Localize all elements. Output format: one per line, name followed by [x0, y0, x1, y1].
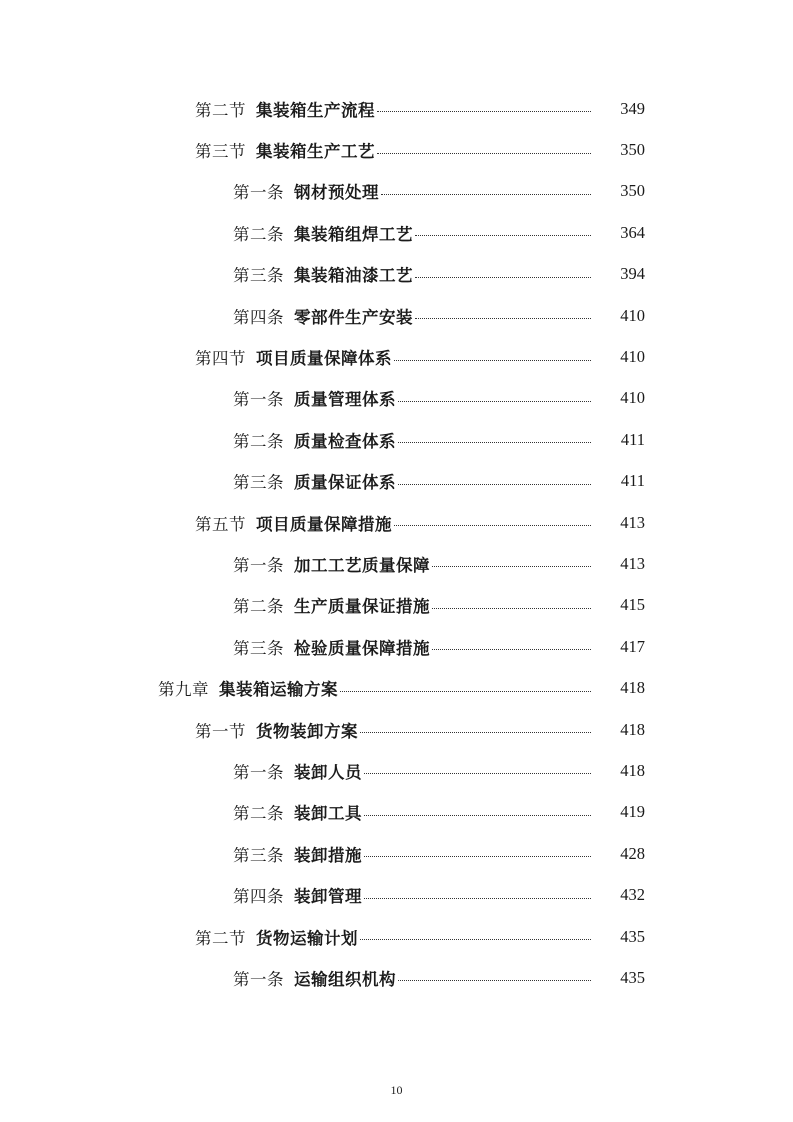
toc-entry-number: 第四条	[233, 307, 284, 327]
toc-entry[interactable]	[0, 461, 793, 502]
toc-entry-number: 第一节	[195, 721, 246, 741]
toc-entry-page: 413	[620, 512, 645, 532]
toc-entry-page: 435	[620, 967, 645, 987]
toc-entry-number: 第三条	[233, 845, 284, 865]
toc-dot-leader	[340, 691, 591, 692]
page-number: 10	[390, 1083, 403, 1097]
toc-dot-leader	[394, 360, 591, 361]
toc-entry[interactable]	[0, 171, 793, 212]
toc-entry-number: 第四条	[233, 887, 284, 907]
toc-entry-title: 装卸工具	[294, 804, 362, 824]
toc-dot-leader	[432, 566, 591, 567]
toc-entry-page: 410	[620, 305, 645, 325]
toc-dot-leader	[398, 442, 591, 443]
toc-entry[interactable]	[0, 254, 793, 295]
toc-entry-page: 411	[620, 471, 645, 491]
toc-entry-page: 350	[620, 140, 645, 160]
toc-entry-title: 质量检查体系	[294, 431, 396, 451]
toc-entry-number: 第四节	[195, 349, 246, 369]
toc-dot-leader	[432, 608, 591, 609]
toc-entry-page: 432	[620, 885, 645, 905]
toc-entry[interactable]	[0, 129, 793, 170]
toc-dot-leader	[364, 856, 591, 857]
toc-dot-leader	[360, 939, 591, 940]
toc-entry-number: 第一条	[233, 762, 284, 782]
toc-entry[interactable]	[0, 502, 793, 543]
toc-entry-title: 检验质量保障措施	[294, 638, 430, 658]
toc-entry-title: 零部件生产安装	[294, 307, 413, 327]
toc-entry-number: 第五节	[195, 514, 246, 534]
toc-entry-page: 418	[620, 678, 645, 698]
toc-entry-title: 加工工艺质量保障	[294, 555, 430, 575]
toc-entry-page: 350	[620, 181, 645, 201]
toc-dot-leader	[398, 484, 591, 485]
toc-entry-title: 集装箱生产工艺	[256, 142, 375, 162]
toc-entry[interactable]	[0, 88, 793, 129]
toc-entry-number: 第二条	[233, 597, 284, 617]
toc-entry[interactable]	[0, 916, 793, 957]
toc-entry-title: 生产质量保证措施	[294, 597, 430, 617]
toc-entry-page: 418	[620, 760, 645, 780]
toc-entry-number: 第一条	[233, 969, 284, 989]
toc-entry[interactable]	[0, 378, 793, 419]
toc-entry[interactable]	[0, 543, 793, 584]
toc-dot-leader	[415, 277, 591, 278]
toc-entry[interactable]	[0, 212, 793, 253]
toc-entry-page: 435	[620, 926, 645, 946]
toc-entry-title: 项目质量保障体系	[256, 349, 392, 369]
toc-entry-page: 415	[620, 595, 645, 615]
toc-entry-number: 第二条	[233, 804, 284, 824]
toc-entry-title: 集装箱生产流程	[256, 100, 375, 120]
toc-entry[interactable]	[0, 709, 793, 750]
toc-entry-title: 项目质量保障措施	[256, 514, 392, 534]
toc-entry-number: 第二条	[233, 431, 284, 451]
toc-entry[interactable]	[0, 419, 793, 460]
toc-entry[interactable]	[0, 750, 793, 791]
toc-entry-title: 装卸管理	[294, 887, 362, 907]
toc-entry-page: 349	[620, 98, 645, 118]
toc-entry-title: 装卸措施	[294, 845, 362, 865]
toc-dot-leader	[364, 898, 591, 899]
toc-entry-title: 集装箱组焊工艺	[294, 224, 413, 244]
toc-entry-title: 集装箱油漆工艺	[294, 266, 413, 286]
toc-entry-number: 第二节	[195, 928, 246, 948]
toc-entry[interactable]	[0, 957, 793, 998]
toc-entry[interactable]	[0, 295, 793, 336]
toc-entry-page: 410	[620, 347, 645, 367]
toc-entry[interactable]	[0, 667, 793, 708]
toc-dot-leader	[415, 235, 591, 236]
toc-entry-page: 419	[620, 802, 645, 822]
toc-entry-number: 第三条	[233, 638, 284, 658]
toc-entry-number: 第二节	[195, 100, 246, 120]
toc-dot-leader	[364, 773, 591, 774]
toc-entry[interactable]	[0, 833, 793, 874]
toc-entry-number: 第一条	[233, 390, 284, 410]
toc-entry-title: 货物运输计划	[256, 928, 358, 948]
toc-entry[interactable]	[0, 874, 793, 915]
toc-dot-leader	[394, 525, 591, 526]
toc-entry-page: 413	[620, 553, 645, 573]
toc-entry-page: 411	[620, 429, 645, 449]
toc-entry[interactable]	[0, 585, 793, 626]
toc-entry-number: 第三条	[233, 266, 284, 286]
toc-entry-page: 418	[620, 719, 645, 739]
toc-entry-title: 货物装卸方案	[256, 721, 358, 741]
toc-entry-title: 装卸人员	[294, 762, 362, 782]
toc-entry-number: 第九章	[158, 680, 209, 700]
toc-entry[interactable]	[0, 626, 793, 667]
toc-entry-title: 集装箱运输方案	[219, 680, 338, 700]
toc-entry-page: 364	[620, 222, 645, 242]
toc-dot-leader	[381, 194, 591, 195]
toc-entry-number: 第三节	[195, 142, 246, 162]
toc-dot-leader	[432, 649, 591, 650]
toc-dot-leader	[377, 153, 591, 154]
toc-dot-leader	[360, 732, 591, 733]
toc-dot-leader	[415, 318, 591, 319]
toc-entry-page: 394	[620, 264, 645, 284]
toc-entry-page: 417	[620, 636, 645, 656]
toc-entry-title: 钢材预处理	[294, 183, 379, 203]
toc-entry-title: 运输组织机构	[294, 969, 396, 989]
toc-entry-number: 第二条	[233, 224, 284, 244]
toc-entry[interactable]	[0, 792, 793, 833]
toc-entry-title: 质量保证体系	[294, 473, 396, 493]
toc-entry-title: 质量管理体系	[294, 390, 396, 410]
toc-entry-number: 第三条	[233, 473, 284, 493]
toc-dot-leader	[377, 111, 591, 112]
table-of-contents	[0, 88, 793, 999]
toc-entry-page: 428	[620, 843, 645, 863]
toc-entry-number: 第一条	[233, 183, 284, 203]
toc-entry-number: 第一条	[233, 555, 284, 575]
toc-entry-page: 410	[620, 388, 645, 408]
toc-dot-leader	[364, 815, 591, 816]
toc-entry[interactable]	[0, 336, 793, 377]
toc-dot-leader	[398, 401, 591, 402]
toc-dot-leader	[398, 980, 591, 981]
